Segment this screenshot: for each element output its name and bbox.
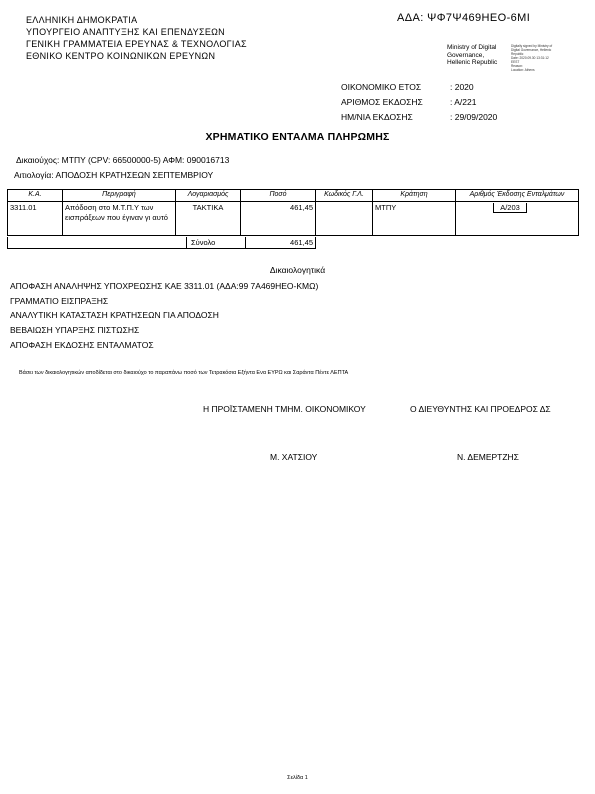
- doc-item: ΓΡΑΜΜΑΤΙΟ ΕΙΣΠΡΑΞΗΣ: [10, 296, 109, 306]
- meta-table: [341, 80, 497, 125]
- col-header-account: Λογαριασμός: [176, 190, 241, 202]
- header-line-4: ΕΘΝΙΚΟ ΚΕΝΤΡΟ ΚΟΙΝΩΝΙΚΩΝ ΕΡΕΥΝΩΝ: [26, 51, 216, 61]
- doc-item: ΑΠΟΦΑΣΗ ΕΚΔΟΣΗΣ ΕΝΤΑΛΜΑΤΟΣ: [10, 340, 154, 350]
- signature-role-left: Η ΠΡΟΪΣΤΑΜΕΝΗ ΤΜΗΜ. ΟΙΚΟΝΟΜΙΚΟΥ: [203, 404, 366, 414]
- stamp-right-line-7: Location: Athens: [511, 68, 535, 72]
- stamp-right-line-1: Digitally signed by Ministry of: [511, 44, 553, 48]
- table-header-row: [8, 190, 579, 202]
- beneficiary: Δικαιούχος: ΜΤΠΥ (CPV: 66500000-5) ΑΦΜ: 090016713: [16, 155, 230, 165]
- meta-value: : 2020: [450, 82, 474, 92]
- stamp-right-line-5: EEST: [511, 60, 520, 64]
- doc-item: ΑΠΟΦΑΣΗ ΑΝΑΛΗΨΗΣ ΥΠΟΧΡΕΩΣΗΣ ΚΑΕ 3311.01 (ΑΔΑ:99 7Α469ΗΕΟ-ΚΜΩ): [10, 281, 319, 291]
- meta-value: : Α/221: [450, 97, 477, 107]
- total-label: Σύνολο: [186, 237, 246, 248]
- meta-value: : 29/09/2020: [450, 112, 498, 122]
- meta-row: [341, 95, 497, 110]
- stamp-right-line-3: Republic: [511, 52, 524, 56]
- header-line-1: ΕΛΛΗΝΙΚΗ ΔΗΜΟΚΡΑΤΙΑ: [26, 15, 138, 25]
- page-number: Σελίδα 1: [287, 775, 308, 781]
- stamp-right-line-6: Reason:: [511, 64, 523, 68]
- col-header-gl: Κωδικός Γ.Λ.: [316, 190, 373, 202]
- table-row: [8, 202, 579, 236]
- stamp-right-line-2: Digital Governance, Hellenic: [511, 48, 552, 52]
- col-header-deduction: Κράτηση: [373, 190, 456, 202]
- col-header-description: Περιγραφή: [63, 190, 176, 202]
- cell-issue-no: [456, 202, 579, 236]
- ada-code: ΑΔΑ: ΨΦ7Ψ469ΗΕΟ-6ΜΙ: [397, 12, 531, 24]
- cell-deduction: ΜΤΠΥ: [373, 202, 456, 236]
- meta-row: [341, 110, 497, 125]
- signature-name-right: Ν. ΔΕΜΕΡΤΖΗΣ: [457, 452, 519, 462]
- total-value: 461,45: [290, 238, 313, 247]
- col-header-amount: Ποσό: [241, 190, 316, 202]
- signature-role-right: Ο ΔΙΕΥΘΥΝΤΗΣ ΚΑΙ ΠΡΟΕΔΡΟΣ ΔΣ: [410, 404, 551, 414]
- stamp-left-line-3: Hellenic Republic: [447, 59, 498, 66]
- cell-ka: 3311.01: [8, 202, 63, 236]
- cell-account: ΤΑΚΤΙΚΑ: [176, 202, 241, 236]
- stamp-left-line-2: Governance,: [447, 51, 485, 59]
- total-row: [7, 237, 316, 249]
- doc-item: ΑΝΑΛΥΤΙΚΗ ΚΑΤΑΣΤΑΣΗ ΚΡΑΤΗΣΕΩΝ ΓΙΑ ΑΠΟΔΟΣΗ: [10, 310, 219, 320]
- header-line-2: ΥΠΟΥΡΓΕΙΟ ΑΝΑΠΤΥΞΗΣ ΚΑΙ ΕΠΕΝΔΥΣΕΩΝ: [26, 27, 225, 37]
- meta-key: ΟΙΚΟΝΟΜΙΚΟ ΕΤΟΣ: [341, 82, 422, 92]
- header-line-3: ΓΕΝΙΚΗ ΓΡΑΜΜΑΤΕΙΑ ΕΡΕΥΝΑΣ & ΤΕΧΝΟΛΟΓΙΑΣ: [26, 39, 247, 49]
- issue-no-value: Α/203: [493, 203, 527, 213]
- stamp-right-line-4: Date: 2020.09.30 13:31:12: [511, 56, 549, 60]
- meta-key: ΗΜ/ΝΙΑ ΕΚΔΟΣΗΣ: [341, 112, 413, 122]
- document-title: ΧΡΗΜΑΤΙΚΟ ΕΝΤΑΛΜΑ ΠΛΗΡΩΜΗΣ: [205, 131, 390, 143]
- cell-description: Απόδοση στο Μ.Τ.Π.Υ των εισπράξεων που έγιναν γι αυτό: [63, 202, 176, 236]
- digital-signature-stamp: [447, 44, 577, 76]
- meta-row: [341, 80, 497, 95]
- cell-gl: [316, 202, 373, 236]
- supporting-docs-title: Δικαιολογητικά: [269, 265, 326, 275]
- col-header-ka: Κ.Α.: [8, 190, 63, 202]
- cell-amount: 461,45: [241, 202, 316, 236]
- stamp-left-line-1: Ministry of Digital: [447, 44, 497, 51]
- meta-key: ΑΡΙΘΜΟΣ ΕΚΔΟΣΗΣ: [341, 97, 423, 107]
- payment-table: [7, 189, 579, 236]
- amount-in-words: Βάσει των δικαιολογητικών αποδίδεται στο δικαιούχο το παραπάνω ποσό των Τετρακόσια Εξήντα Ενα ΕΥΡΩ και Σαράντα Πέντε ΛΕΠΤΑ: [19, 370, 349, 376]
- reason: Αιτιολογία: ΑΠΟΔΟΣΗ ΚΡΑΤΗΣΕΩΝ ΣΕΠΤΕΜΒΡΙΟΥ: [14, 170, 214, 180]
- signature-name-left: Μ. ΧΑΤΣΙΟΥ: [270, 452, 318, 462]
- doc-item: ΒΕΒΑΙΩΣΗ ΥΠΑΡΞΗΣ ΠΙΣΤΩΣΗΣ: [10, 325, 140, 335]
- col-header-issue-no: Αριθμός Έκδοσης Ενταλμάτων: [456, 190, 579, 202]
